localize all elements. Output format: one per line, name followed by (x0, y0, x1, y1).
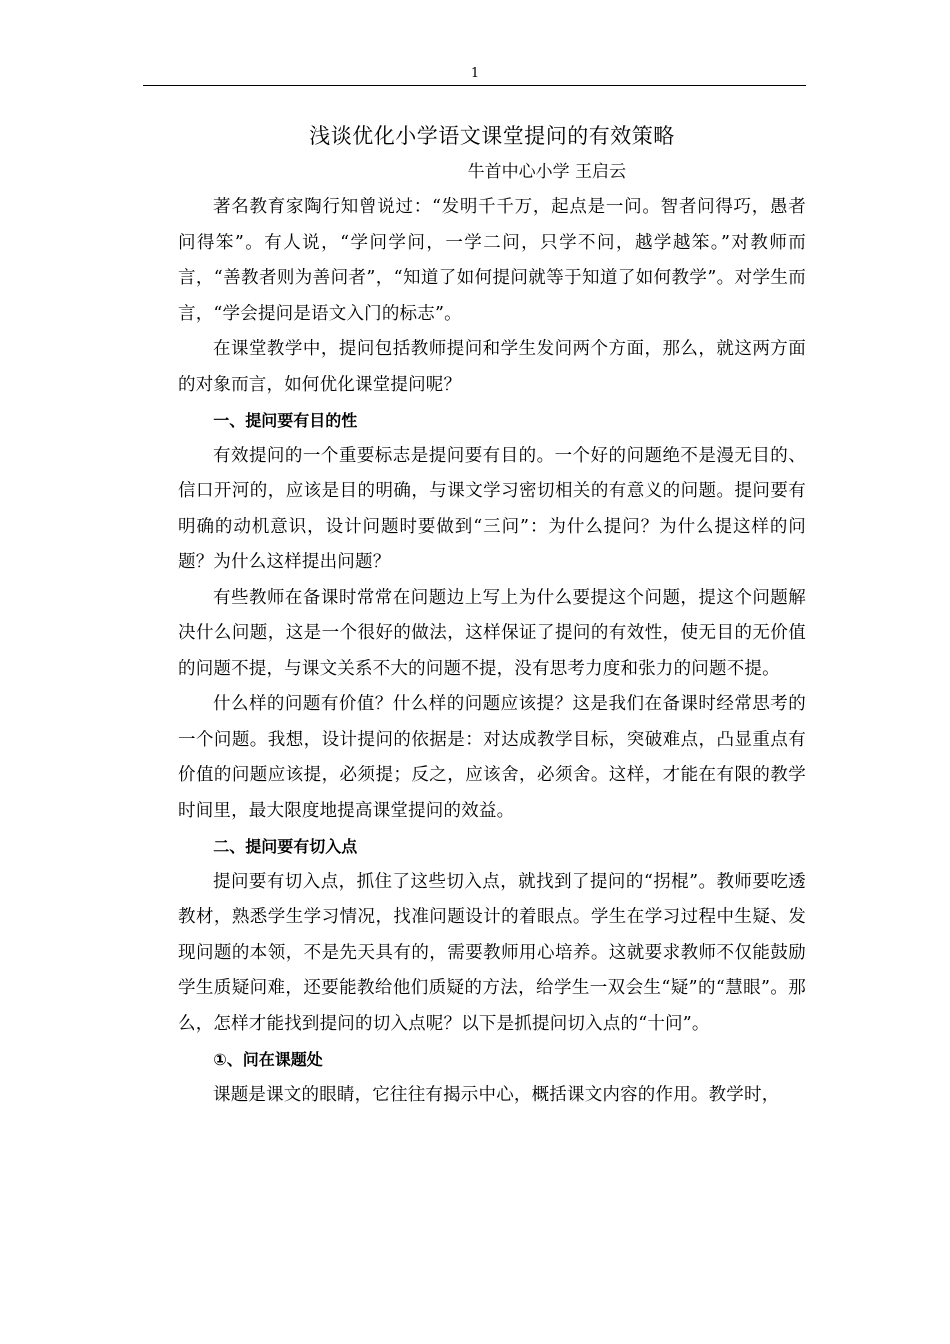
document-author: 牛首中心小学 王启云 (467, 162, 626, 182)
paragraph: 课题是课文的眼睛，它往往有揭示中心，概括课文内容的作用。教学时， (213, 1084, 780, 1105)
paragraph: 著名教育家陶行知曾说过：“发明千千万，起点是一问。智者问得巧，愚者问得笨”。有人说，“学问学问，一学二问，只学不问，越学越笨。”对教师而言，“善教者则为善问者”，“知道了如何提问就等于知道了如何教学”。对学生而言，“学会提问是语文入门的标志”。 (178, 197, 806, 324)
document-title: 浅谈优化小学语文课堂提问的有效策略 (309, 124, 675, 148)
page-number: 1 (470, 66, 480, 81)
paragraph: 有效提问的一个重要标志是提问要有目的。一个好的问题绝不是漫无目的、信口开河的，应该是目的明确，与课文学习密切相关的有意义的问题。提问要有明确的动机意识，设计问题时要做到“三问”：为什么提问？为什么提这样的问题？为什么这样提出问题？ (178, 445, 806, 572)
section-heading: 二、提问要有切入点 (213, 837, 358, 856)
header-rule (143, 85, 806, 86)
subsection-heading: ①、问在课题处 (213, 1050, 323, 1069)
paragraph: 什么样的问题有价值？什么样的问题应该提？这是我们在备课时经常思考的一个问题。我想，设计提问的依据是：对达成教学目标，突破难点，凸显重点有价值的问题应该提，必须提；反之，应该舍，必须舍。这样，才能在有限的教学时间里，最大限度地提高课堂提问的效益。 (178, 694, 806, 821)
paragraph: 有些教师在备课时常常在问题边上写上为什么要提这个问题，提这个问题解决什么问题，这是一个很好的做法，这样保证了提问的有效性，使无目的无价值的问题不提，与课文关系不大的问题不提，没有思考力度和张力的问题不提。 (178, 587, 806, 679)
paragraph: 提问要有切入点，抓住了这些切入点，就找到了提问的“拐棍”。教师要吃透教材，熟悉学生学习情况，找准问题设计的着眼点。学生在学习过程中生疑、发现问题的本领，不是先天具有的，需要教师用心培养。这就要求教师不仅能鼓励学生质疑问难，还要能教给他们质疑的方法，给学生一双会生“疑”的“慧眼”。那么，怎样才能找到提问的切入点呢？以下是抓提问切入点的“十问”。 (178, 871, 806, 1034)
paragraph: 在课堂教学中，提问包括教师提问和学生发问两个方面，那么，就这两方面的对象而言，如何优化课堂提问呢？ (178, 339, 806, 395)
section-heading: 一、提问要有目的性 (213, 411, 358, 430)
document-body (178, 118, 806, 1113)
